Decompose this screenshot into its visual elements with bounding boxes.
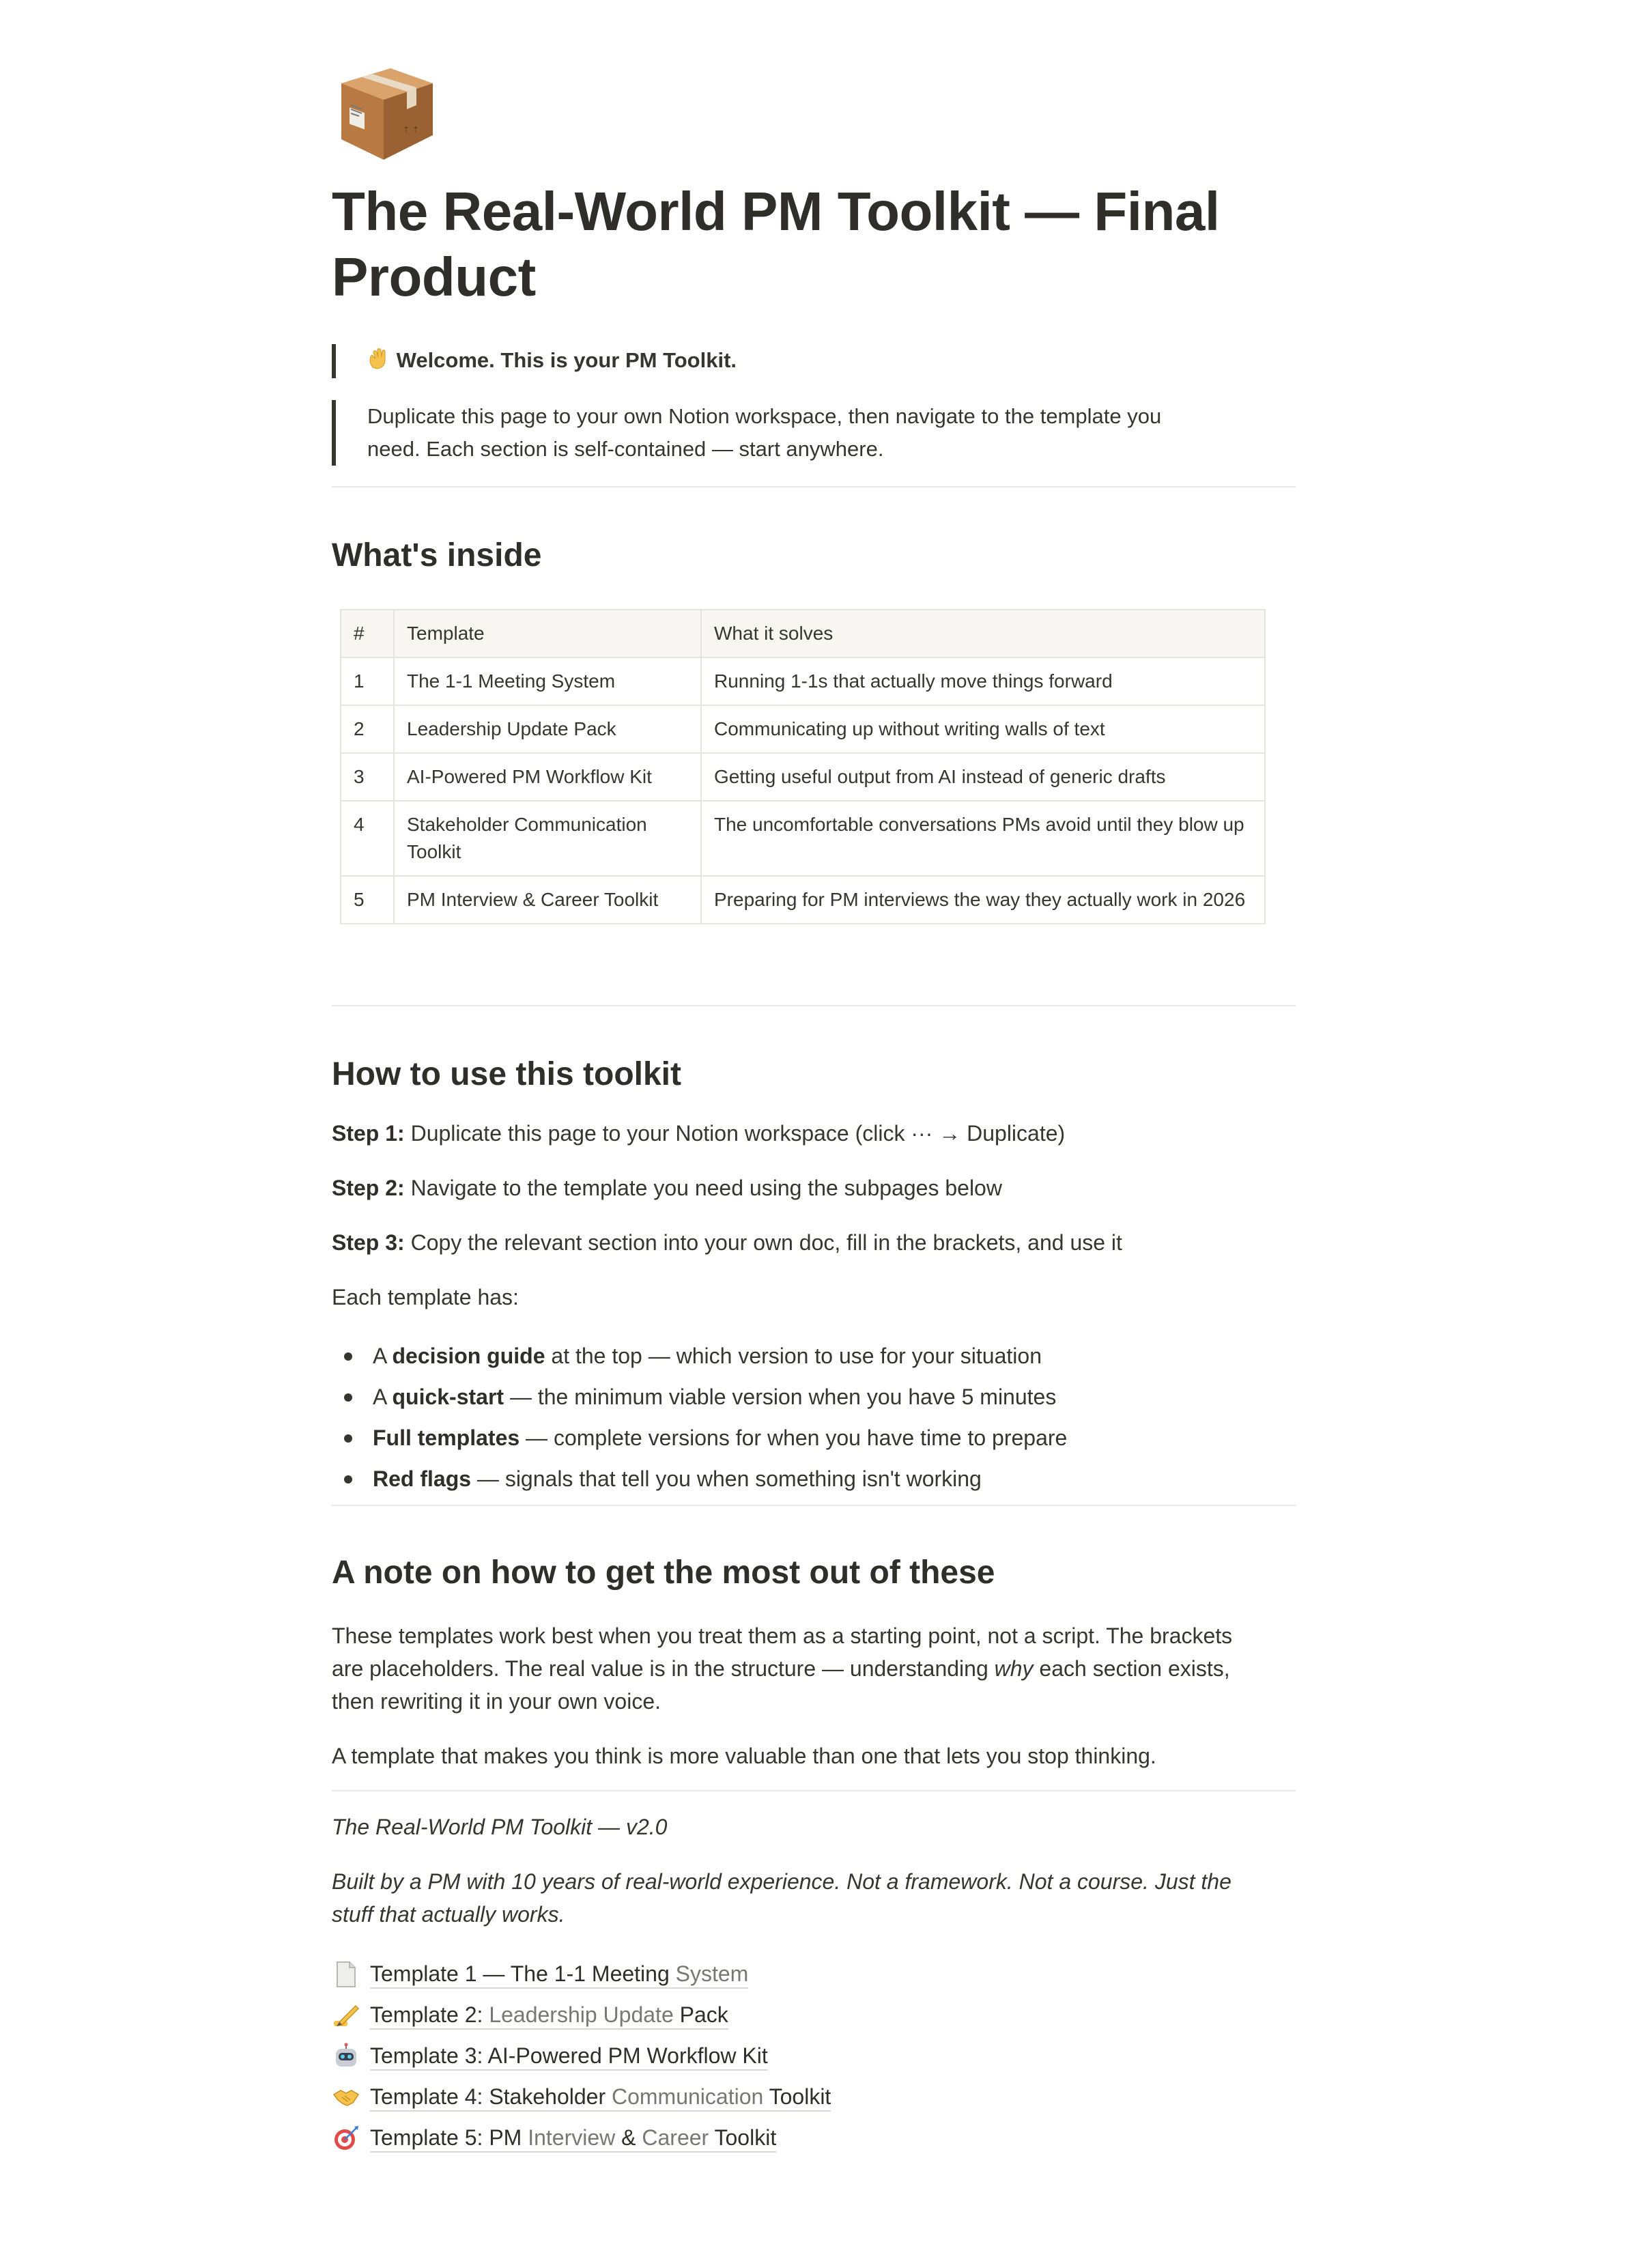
table-cell-template[interactable]: AI-Powered PM Workflow Kit — [394, 753, 701, 801]
subpage-link-template-2[interactable]: Template 2: Leadership Update Pack — [332, 1995, 1296, 2036]
list-item[interactable]: Red flags — signals that tell you when something isn't working — [332, 1458, 1296, 1499]
package-icon[interactable] — [332, 56, 441, 165]
table-row[interactable] — [341, 753, 1265, 801]
handshake-icon — [332, 2083, 360, 2112]
note-paragraph-1[interactable] — [332, 1619, 1296, 1718]
table-cell-number[interactable]: 1 — [341, 657, 394, 705]
robot-icon — [332, 2042, 360, 2071]
built-by-text[interactable] — [332, 1865, 1296, 1931]
table-cell-number[interactable]: 5 — [341, 876, 394, 924]
subpage-links — [332, 1954, 1296, 2159]
list-item[interactable]: A decision guide at the top — which version to use for your situation — [332, 1335, 1296, 1376]
table-row[interactable] — [341, 657, 1265, 705]
page-title[interactable] — [332, 179, 1296, 310]
list-item[interactable]: Full templates — complete versions for when you have time to prepare — [332, 1417, 1296, 1458]
built-line-1: Built by a PM with 10 years of real-world experience. Not a framework. Not a course. Just the — [332, 1869, 1231, 1894]
feature-list — [332, 1335, 1296, 1499]
note-line-3: then rewriting it in your own voice. — [332, 1689, 661, 1714]
intro-quote[interactable] — [332, 400, 1296, 466]
table-cell-template[interactable]: PM Interview & Career Toolkit — [394, 876, 701, 924]
subpage-link-template-5[interactable]: Template 5: PM Interview & Career Toolkit — [332, 2118, 1296, 2159]
divider — [332, 486, 1296, 487]
whats-inside-heading[interactable]: What's inside — [332, 537, 542, 573]
divider — [332, 1790, 1296, 1791]
step-3-text: Copy the relevant section into your own doc, fill in the brackets, and use it — [410, 1230, 1122, 1255]
step-3[interactable] — [332, 1226, 1296, 1259]
table-row[interactable] — [341, 876, 1265, 924]
welcome-quote[interactable] — [332, 344, 737, 378]
table-cell-number[interactable]: 2 — [341, 705, 394, 753]
note-heading[interactable]: A note on how to get the most out of these — [332, 1555, 995, 1591]
step-2[interactable] — [332, 1172, 1296, 1204]
table-cell-number[interactable]: 3 — [341, 753, 394, 801]
waving-hand-icon — [367, 347, 390, 380]
step-3-label: Step 3: — [332, 1230, 405, 1255]
table-header-row — [341, 610, 1265, 657]
table-cell-solves[interactable]: Communicating up without writing walls of text — [701, 705, 1265, 753]
divider — [332, 1005, 1296, 1006]
how-to-use-heading[interactable]: How to use this toolkit — [332, 1056, 681, 1092]
target-icon — [332, 2124, 360, 2153]
table-cell-solves[interactable]: Getting useful output from AI instead of generic drafts — [701, 753, 1265, 801]
step-1[interactable] — [332, 1117, 1296, 1150]
each-template-has-text[interactable]: Each template has: — [332, 1285, 519, 1309]
table-cell-solves[interactable]: Preparing for PM interviews the way they actually work in 2026 — [701, 876, 1265, 924]
table-cell-number[interactable]: 4 — [341, 801, 394, 876]
note-paragraph-2[interactable]: A template that makes you think is more valuable than one that lets you stop thinking. — [332, 1744, 1156, 1768]
note-line-1: These templates work best when you treat them as a starting point, not a script. The brackets — [332, 1623, 1233, 1648]
intro-line-1: Duplicate this page to your own Notion workspace, then navigate to the template you — [367, 404, 1162, 428]
subpage-link-template-1[interactable]: Template 1 — The 1-1 Meeting System — [332, 1954, 1296, 1995]
table-cell-solves[interactable]: Running 1-1s that actually move things forward — [701, 657, 1265, 705]
column-header-solves[interactable]: What it solves — [701, 610, 1265, 657]
table-cell-solves[interactable]: The uncomfortable conversations PMs avoid until they blow up — [701, 801, 1265, 876]
step-1-label: Step 1: — [332, 1121, 405, 1146]
page-icon — [332, 1960, 360, 1989]
intro-line-2: need. Each section is self-contained — start anywhere. — [367, 437, 884, 461]
subpage-link-template-3[interactable]: Template 3: AI-Powered PM Workflow Kit — [332, 2036, 1296, 2077]
divider — [332, 1505, 1296, 1506]
page-title-line-2: Product — [332, 246, 536, 307]
list-item[interactable]: A quick-start — the minimum viable version when you have 5 minutes — [332, 1376, 1296, 1417]
table-cell-template[interactable]: Stakeholder Communication Toolkit — [394, 801, 701, 876]
writing-hand-icon — [332, 2001, 360, 2030]
built-line-2: stuff that actually works. — [332, 1902, 565, 1927]
welcome-text: Welcome. This is your PM Toolkit. — [396, 348, 737, 372]
table-cell-template[interactable]: The 1-1 Meeting System — [394, 657, 701, 705]
step-2-label: Step 2: — [332, 1176, 405, 1200]
page-title-line-1: The Real-World PM Toolkit — Final — [332, 181, 1220, 242]
svg-text:⇡ ⇡: ⇡ ⇡ — [403, 125, 419, 134]
table-row[interactable] — [341, 801, 1265, 876]
note-line-2: are placeholders. The real value is in the structure — understanding why each section exists, — [332, 1656, 1230, 1681]
table-row[interactable] — [341, 705, 1265, 753]
step-2-text: Navigate to the template you need using the subpages below — [410, 1176, 1002, 1200]
column-header-template[interactable]: Template — [394, 610, 701, 657]
subpage-link-template-4[interactable]: Template 4: Stakeholder Communication Toolkit — [332, 2077, 1296, 2118]
version-text[interactable]: The Real-World PM Toolkit — v2.0 — [332, 1815, 668, 1839]
table-cell-template[interactable]: Leadership Update Pack — [394, 705, 701, 753]
column-header-number[interactable]: # — [341, 610, 394, 657]
step-1-text: Duplicate this page to your Notion workspace (click ··· → Duplicate) — [410, 1121, 1066, 1146]
templates-table[interactable] — [340, 609, 1266, 924]
